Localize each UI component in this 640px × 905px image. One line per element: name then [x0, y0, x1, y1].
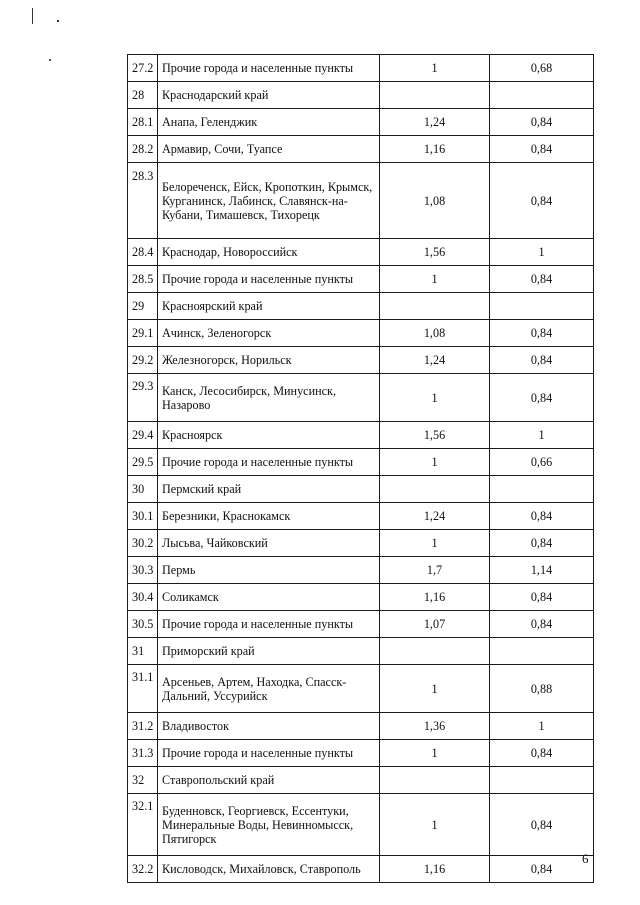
locality-name: Соликамск [158, 584, 380, 611]
table-row [128, 55, 594, 82]
locality-name: Прочие города и населенные пункты [158, 611, 380, 638]
row-number: 29.5 [128, 449, 158, 476]
row-number: 30.3 [128, 557, 158, 584]
table-row [128, 320, 594, 347]
coefficient-1: 1 [380, 55, 490, 82]
coefficient-1: 1 [380, 374, 490, 422]
locality-name: Кисловодск, Михайловск, Ставрополь [158, 856, 380, 883]
row-number: 28.5 [128, 266, 158, 293]
row-number: 29.4 [128, 422, 158, 449]
locality-name: Буденновск, Георгиевск, Ессентуки, Минеральные Воды, Невинномысск, Пятигорск [158, 794, 380, 856]
row-number: 30.4 [128, 584, 158, 611]
coefficient-2: 0,84 [490, 856, 594, 883]
coefficient-2: 1,14 [490, 557, 594, 584]
locality-name: Пермь [158, 557, 380, 584]
row-number: 31.3 [128, 740, 158, 767]
table-row [128, 109, 594, 136]
coefficient-1: 1 [380, 794, 490, 856]
locality-name: Арсеньев, Артем, Находка, Спасск-Дальний, Уссурийск [158, 665, 380, 713]
table-row [128, 713, 594, 740]
locality-name: Анапа, Геленджик [158, 109, 380, 136]
table-row [128, 611, 594, 638]
coefficient-2: 0,84 [490, 584, 594, 611]
table-row [128, 584, 594, 611]
coefficient-1: 1,16 [380, 584, 490, 611]
table-row [128, 767, 594, 794]
locality-name: Лысьва, Чайковский [158, 530, 380, 557]
locality-name: Белореченск, Ейск, Кропоткин, Крымск, Курганинск, Лабинск, Славянск-на-Кубани, Тимашевск, Тихорецк [158, 163, 380, 239]
table-row [128, 665, 594, 713]
table-row [128, 794, 594, 856]
region-name: Пермский край [158, 476, 380, 503]
coefficient-1 [380, 638, 490, 665]
coefficient-2: 0,84 [490, 163, 594, 239]
table-row [128, 239, 594, 266]
table-row [128, 266, 594, 293]
coefficient-2 [490, 476, 594, 503]
table-row [128, 163, 594, 239]
region-name: Ставропольский край [158, 767, 380, 794]
row-number: 28.4 [128, 239, 158, 266]
coefficient-1: 1,7 [380, 557, 490, 584]
coefficient-1: 1,07 [380, 611, 490, 638]
coefficient-2: 0,84 [490, 740, 594, 767]
row-number: 29.1 [128, 320, 158, 347]
coefficient-1 [380, 767, 490, 794]
coefficient-1 [380, 82, 490, 109]
coefficient-1: 1 [380, 665, 490, 713]
coefficient-2 [490, 638, 594, 665]
row-number: 32.1 [128, 794, 158, 856]
table-row [128, 136, 594, 163]
table-row [128, 422, 594, 449]
scan-mark-line [32, 8, 33, 24]
page-number: 6 [582, 851, 589, 866]
coefficient-1: 1,24 [380, 503, 490, 530]
coefficient-2: 0,84 [490, 374, 594, 422]
table-row [128, 374, 594, 422]
coefficient-1 [380, 476, 490, 503]
row-number: 30.2 [128, 530, 158, 557]
row-number: 30.5 [128, 611, 158, 638]
coefficient-2: 1 [490, 713, 594, 740]
coefficient-2 [490, 82, 594, 109]
locality-name: Березники, Краснокамск [158, 503, 380, 530]
table-row [128, 557, 594, 584]
coefficient-1: 1,56 [380, 239, 490, 266]
coefficient-1: 1,16 [380, 136, 490, 163]
locality-name: Прочие города и населенные пункты [158, 266, 380, 293]
row-number: 29.2 [128, 347, 158, 374]
coefficient-1: 1 [380, 266, 490, 293]
locality-name: Железногорск, Норильск [158, 347, 380, 374]
coefficient-2: 0,84 [490, 136, 594, 163]
coefficient-1: 1,36 [380, 713, 490, 740]
coefficient-1: 1,24 [380, 347, 490, 374]
locality-name: Прочие города и населенные пункты [158, 449, 380, 476]
region-name: Краснодарский край [158, 82, 380, 109]
coefficient-2 [490, 293, 594, 320]
locality-name: Прочие города и населенные пункты [158, 55, 380, 82]
coefficient-1: 1 [380, 740, 490, 767]
table-row [128, 347, 594, 374]
coefficient-2: 0,84 [490, 347, 594, 374]
coefficient-2: 0,84 [490, 794, 594, 856]
coefficient-2: 0,84 [490, 320, 594, 347]
coefficient-2: 0,84 [490, 109, 594, 136]
coefficient-2: 0,88 [490, 665, 594, 713]
row-number: 28.2 [128, 136, 158, 163]
coefficient-2: 1 [490, 422, 594, 449]
row-number: 28 [128, 82, 158, 109]
row-number: 28.3 [128, 163, 158, 239]
coefficient-2: 0,84 [490, 503, 594, 530]
table-row [128, 449, 594, 476]
region-name: Приморский край [158, 638, 380, 665]
coefficient-2: 0,68 [490, 55, 594, 82]
table-row [128, 476, 594, 503]
table-row [128, 293, 594, 320]
region-name: Красноярский край [158, 293, 380, 320]
row-number: 30 [128, 476, 158, 503]
coefficients-table [127, 54, 594, 883]
locality-name: Красноярск [158, 422, 380, 449]
table-row [128, 856, 594, 883]
table-row [128, 82, 594, 109]
coefficient-2: 1 [490, 239, 594, 266]
coefficient-1: 1,24 [380, 109, 490, 136]
locality-name: Владивосток [158, 713, 380, 740]
row-number: 29.3 [128, 374, 158, 422]
table-row [128, 530, 594, 557]
locality-name: Армавир, Сочи, Туапсе [158, 136, 380, 163]
coefficient-1: 1 [380, 530, 490, 557]
coefficient-2: 0,84 [490, 611, 594, 638]
coefficient-1: 1 [380, 449, 490, 476]
coefficient-2: 0,66 [490, 449, 594, 476]
row-number: 32 [128, 767, 158, 794]
table-row [128, 503, 594, 530]
scan-mark-dot [57, 20, 59, 22]
table-row [128, 740, 594, 767]
row-number: 27.2 [128, 55, 158, 82]
locality-name: Краснодар, Новороссийск [158, 239, 380, 266]
row-number: 31.1 [128, 665, 158, 713]
coefficient-1: 1,08 [380, 320, 490, 347]
coefficient-1: 1,56 [380, 422, 490, 449]
coefficient-2 [490, 767, 594, 794]
coefficient-2: 0,84 [490, 266, 594, 293]
scan-mark-dot [49, 59, 51, 61]
table-row [128, 638, 594, 665]
locality-name: Канск, Лесосибирск, Минусинск, Назарово [158, 374, 380, 422]
row-number: 31 [128, 638, 158, 665]
coefficient-1: 1,16 [380, 856, 490, 883]
locality-name: Ачинск, Зеленогорск [158, 320, 380, 347]
row-number: 30.1 [128, 503, 158, 530]
row-number: 29 [128, 293, 158, 320]
row-number: 32.2 [128, 856, 158, 883]
coefficient-1 [380, 293, 490, 320]
locality-name: Прочие города и населенные пункты [158, 740, 380, 767]
row-number: 31.2 [128, 713, 158, 740]
row-number: 28.1 [128, 109, 158, 136]
coefficient-1: 1,08 [380, 163, 490, 239]
coefficient-2: 0,84 [490, 530, 594, 557]
